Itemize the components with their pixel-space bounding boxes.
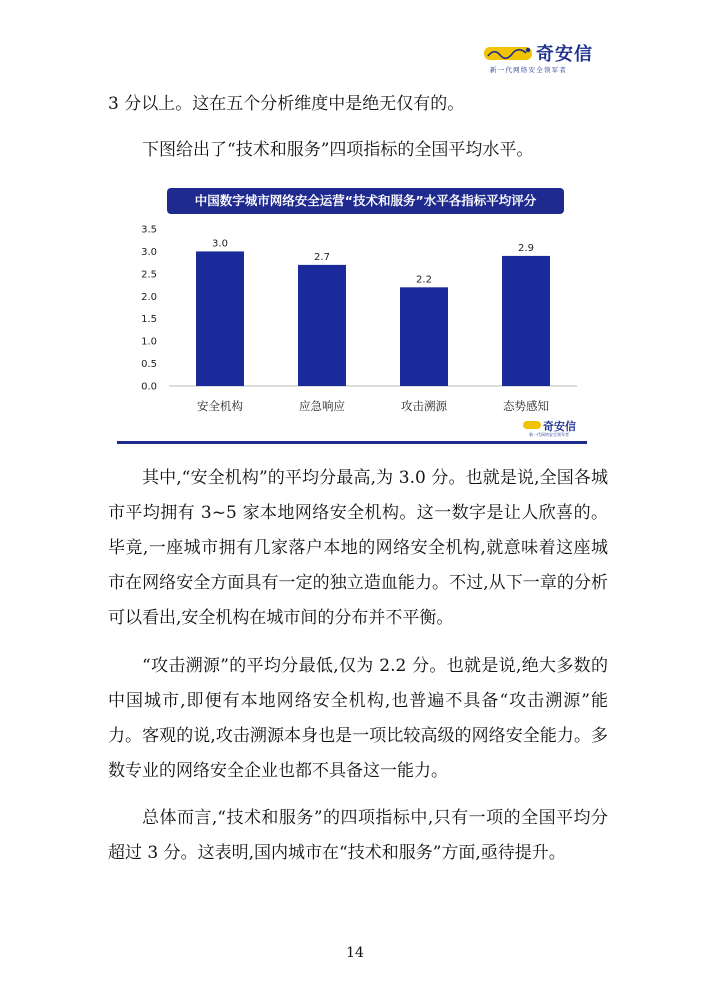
y-tick-label: 3.0 [141, 246, 157, 258]
brand-name: 奇安信 [536, 44, 593, 65]
x-tick-label: 应急响应 [299, 399, 345, 413]
x-tick-label: 安全机构 [197, 399, 243, 413]
paragraph-security-orgs: 其中,“安全机构”的平均分最高,为 3.0 分。也就是说,全国各城市平均拥有 3~5 家本地网络安全机构。这一数字是让人欣喜的。毕竟,一座城市拥有几家落户本地的网络安全机构,就意味着这座城市在网络安全方面具有一定的独立造血能力。不过,从下一章的分析可以看出,安全机构在城市间的分布并不平衡。 [108, 468, 608, 628]
bar-3 [400, 287, 448, 386]
chart-logo [523, 418, 587, 438]
data-label: 3.0 [212, 238, 228, 250]
bar-1 [196, 251, 244, 386]
data-label: 2.7 [314, 251, 330, 263]
y-tick-label: 2.0 [141, 291, 157, 303]
x-tick-label: 态势感知 [503, 399, 549, 413]
chart-logo-slogan: 新一代网络安全领军者 [529, 432, 569, 437]
data-label: 2.2 [416, 274, 432, 286]
qianxin-logo [484, 38, 604, 78]
y-tick-label: 3.5 [141, 224, 157, 236]
y-tick-label: 0.0 [141, 381, 157, 393]
y-tick-label: 1.5 [141, 314, 157, 326]
logo-mark-icon [484, 44, 532, 62]
bar-chart [117, 180, 587, 444]
chart-title: 中国数字城市网络安全运营“技术和服务”水平各指标平均评分 [167, 188, 564, 214]
chart-plot [117, 180, 587, 444]
bar-4 [502, 256, 550, 386]
paragraph-continuation: 3 分以上。这在五个分析维度中是绝无仅有的。 [108, 94, 465, 114]
x-tick-label: 攻击溯源 [401, 399, 447, 413]
chart-logo-brand: 奇安信 [543, 420, 576, 433]
bar-2 [298, 265, 346, 386]
chart-bottom-rule [117, 441, 587, 444]
chart-logo-mark-icon [523, 420, 541, 430]
y-tick-label: 0.5 [141, 359, 157, 371]
data-label: 2.9 [518, 242, 534, 254]
paragraph-attack-tracing: “攻击溯源”的平均分最低,仅为 2.2 分。也就是说,绝大多数的中国城市,即便有本地网络安全机构,也普遍不具备“攻击溯源”能力。客观的说,攻击溯源本身也是一项比较高级的网络安全能力。多数专业的网络安全企业也都不具备这一能力。 [108, 656, 608, 781]
y-tick-label: 1.0 [141, 336, 157, 348]
brand-slogan: 新一代网络安全领军者 [490, 66, 567, 74]
paragraph-summary: 总体而言,“技术和服务”的四项指标中,只有一项的全国平均分超过 3 分。这表明,国内城市在“技术和服务”方面,亟待提升。 [108, 808, 608, 863]
paragraph-chart-intro: 下图给出了“技术和服务”四项指标的全国平均水平。 [142, 140, 534, 160]
page-number: 14 [346, 945, 364, 961]
y-tick-label: 2.5 [141, 269, 157, 281]
